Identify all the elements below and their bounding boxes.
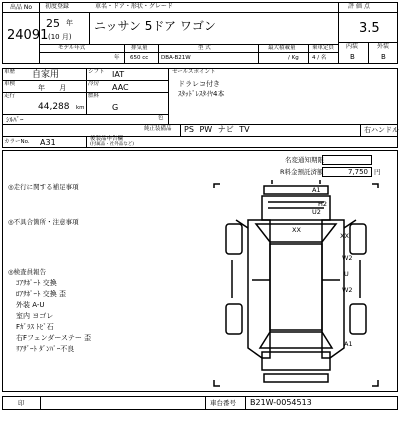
diagram-mark: A1 bbox=[312, 186, 321, 194]
recycle-fee-value: 7,750 bbox=[347, 168, 368, 176]
type-label: 型 式 bbox=[198, 45, 211, 51]
equip-split-1 bbox=[180, 124, 181, 136]
color-value: ｼﾙﾊﾞｰ bbox=[6, 116, 24, 124]
exterior-grade: B bbox=[381, 53, 386, 61]
displacement-value: 650 cc bbox=[130, 55, 149, 61]
spec-sep-4 bbox=[308, 44, 309, 64]
mileage-label: 走行 bbox=[4, 93, 16, 99]
report-line: ﾘｱｻﾞｰﾄ ﾀﾞﾝﾊﾟｰ不良 bbox=[16, 345, 75, 353]
defects-label: ◎不具合箇所・注意事項 bbox=[8, 218, 79, 226]
footer-split-1 bbox=[40, 396, 41, 410]
details-row-3 bbox=[2, 114, 168, 115]
diagram-mark: XX bbox=[292, 226, 301, 234]
car-diagram bbox=[212, 180, 380, 392]
max-load-label: 最大積載量 bbox=[268, 45, 296, 51]
rear-bumper bbox=[264, 374, 328, 382]
report-line: ｺｱｻﾎﾟｰﾄ 交換 bbox=[16, 279, 57, 287]
report-list bbox=[16, 280, 176, 357]
color-code-value: A31 bbox=[40, 138, 56, 147]
usage-label: 車歴 bbox=[4, 69, 16, 75]
wheel-front-left bbox=[226, 224, 242, 254]
mileage-value: 44,288 bbox=[38, 102, 70, 112]
details-row-1 bbox=[2, 80, 168, 81]
wheel-front-right bbox=[350, 224, 366, 254]
car-name-label: 車名・ドア・形状・グレード bbox=[95, 3, 173, 10]
car-name-cell bbox=[90, 12, 338, 44]
equip-split-2 bbox=[360, 124, 361, 136]
first-reg-month: (10 月) bbox=[48, 33, 72, 41]
ac-label: 冷房 bbox=[88, 81, 100, 87]
interior-grade: B bbox=[350, 53, 355, 61]
legal-label: 名変通知期限 bbox=[285, 156, 324, 164]
chassis-value: B21W-0054513 bbox=[250, 398, 312, 407]
footer-split-2 bbox=[205, 396, 206, 410]
lot-number: 24091 bbox=[7, 28, 49, 43]
model-year-unit: 年 bbox=[114, 55, 120, 61]
color-code-label: カラーNo. bbox=[4, 139, 30, 145]
displacement-label: 排気量 bbox=[131, 45, 148, 51]
ac-value: AAC bbox=[112, 83, 129, 92]
steering-value: 右ハンドル bbox=[364, 126, 399, 134]
usage-value: 自家用 bbox=[32, 70, 60, 80]
first-reg-year: 25 bbox=[46, 17, 60, 30]
report-line: ﾛｱｻﾎﾟｰﾄ 交換 歪 bbox=[16, 290, 66, 298]
wheel-rear-left bbox=[226, 304, 242, 334]
inspection-value: 年 月 bbox=[38, 84, 67, 92]
year-cell bbox=[40, 12, 90, 44]
diagram-mark: U2 bbox=[312, 208, 321, 216]
recycle-label: 後装品申告欄 bbox=[90, 136, 124, 142]
shift-label: シフト bbox=[88, 69, 105, 75]
spec-sep-2 bbox=[158, 44, 159, 64]
rear-window bbox=[260, 332, 332, 348]
spec-row-mid bbox=[40, 52, 338, 53]
fuel-label: 燃料 bbox=[88, 93, 100, 99]
equip-label: 純正装備品 bbox=[144, 126, 172, 132]
grade-mid bbox=[368, 42, 369, 64]
tailgate bbox=[262, 352, 330, 370]
type-value: DBA-B21W bbox=[161, 55, 191, 61]
details-row-2 bbox=[2, 92, 168, 93]
interior-label: 内装 bbox=[346, 43, 359, 50]
spec-sep-3 bbox=[258, 44, 259, 64]
report-line: 室内 ヨゴレ bbox=[16, 312, 54, 320]
inspection-report-label: ◎検査員報告 bbox=[8, 268, 47, 276]
diagram-mark: XX bbox=[340, 232, 349, 240]
fuel-value: G bbox=[112, 103, 119, 112]
recycle-fee-box bbox=[322, 167, 372, 177]
report-line: 外装 A-U bbox=[16, 301, 45, 309]
diagram-mark: W2 bbox=[342, 286, 353, 294]
capacity-value: 4 / 名 bbox=[312, 55, 327, 61]
recycle-fee-label: R料金預託済額 bbox=[280, 168, 324, 176]
diagram-mark: U bbox=[344, 270, 349, 278]
max-load-unit: / Kg bbox=[288, 55, 299, 61]
diagram-mark: W2 bbox=[342, 254, 353, 262]
recycle-fee-unit: 円 bbox=[374, 168, 381, 176]
diagram-mark: A1 bbox=[344, 340, 353, 348]
details-col-1 bbox=[86, 68, 87, 114]
model-year-label: モデル年式 bbox=[58, 45, 86, 51]
sales-label: セールスポイント bbox=[172, 69, 216, 75]
equip-value: PS PW ナビ TV bbox=[184, 125, 250, 134]
sales-point-2: ｽﾀｯﾄﾞﾚｽﾀｲﾔ4本 bbox=[178, 90, 225, 98]
report-line: 右Fフェンダーステー 歪 bbox=[16, 334, 92, 342]
footer-split-3 bbox=[245, 396, 246, 410]
first-reg-label: 初度登録 bbox=[45, 3, 70, 10]
spec-sep-1 bbox=[124, 44, 125, 64]
recycle-split bbox=[86, 136, 87, 148]
details-row-5 bbox=[2, 136, 398, 137]
footer-frame bbox=[2, 396, 398, 410]
score-value: 3.5 bbox=[359, 21, 380, 36]
driving-notes-label: ◎走行に関する補足事項 bbox=[8, 183, 79, 191]
diagram-mark: H2 bbox=[318, 200, 328, 208]
car-name: ニッサン 5ドア ワゴン bbox=[94, 19, 216, 33]
exterior-label: 外装 bbox=[377, 43, 390, 50]
roof bbox=[270, 244, 322, 330]
lot-label: 出品 No bbox=[10, 4, 33, 11]
color-label: 色 bbox=[158, 115, 164, 121]
sales-point-1: ドラレコ付き bbox=[178, 80, 220, 88]
capacity-label: 乗車定員 bbox=[312, 45, 335, 51]
score-label: 評 価 点 bbox=[348, 3, 370, 10]
wheel-rear-right bbox=[350, 304, 366, 334]
seal-label: 印 bbox=[18, 399, 25, 407]
details-split bbox=[168, 68, 169, 124]
inspection-label: 車検 bbox=[4, 81, 16, 87]
mileage-unit: km bbox=[76, 105, 85, 111]
first-reg-year-unit: 年 bbox=[66, 19, 73, 27]
legal-box bbox=[322, 155, 372, 165]
chassis-label: 車台番号 bbox=[210, 399, 236, 407]
recycle-sub: (付属品・社外品など) bbox=[90, 142, 135, 147]
report-line: Fｶﾞﾗｽ ﾄﾋﾞ石 bbox=[16, 323, 54, 331]
shift-value: IAT bbox=[112, 70, 125, 79]
